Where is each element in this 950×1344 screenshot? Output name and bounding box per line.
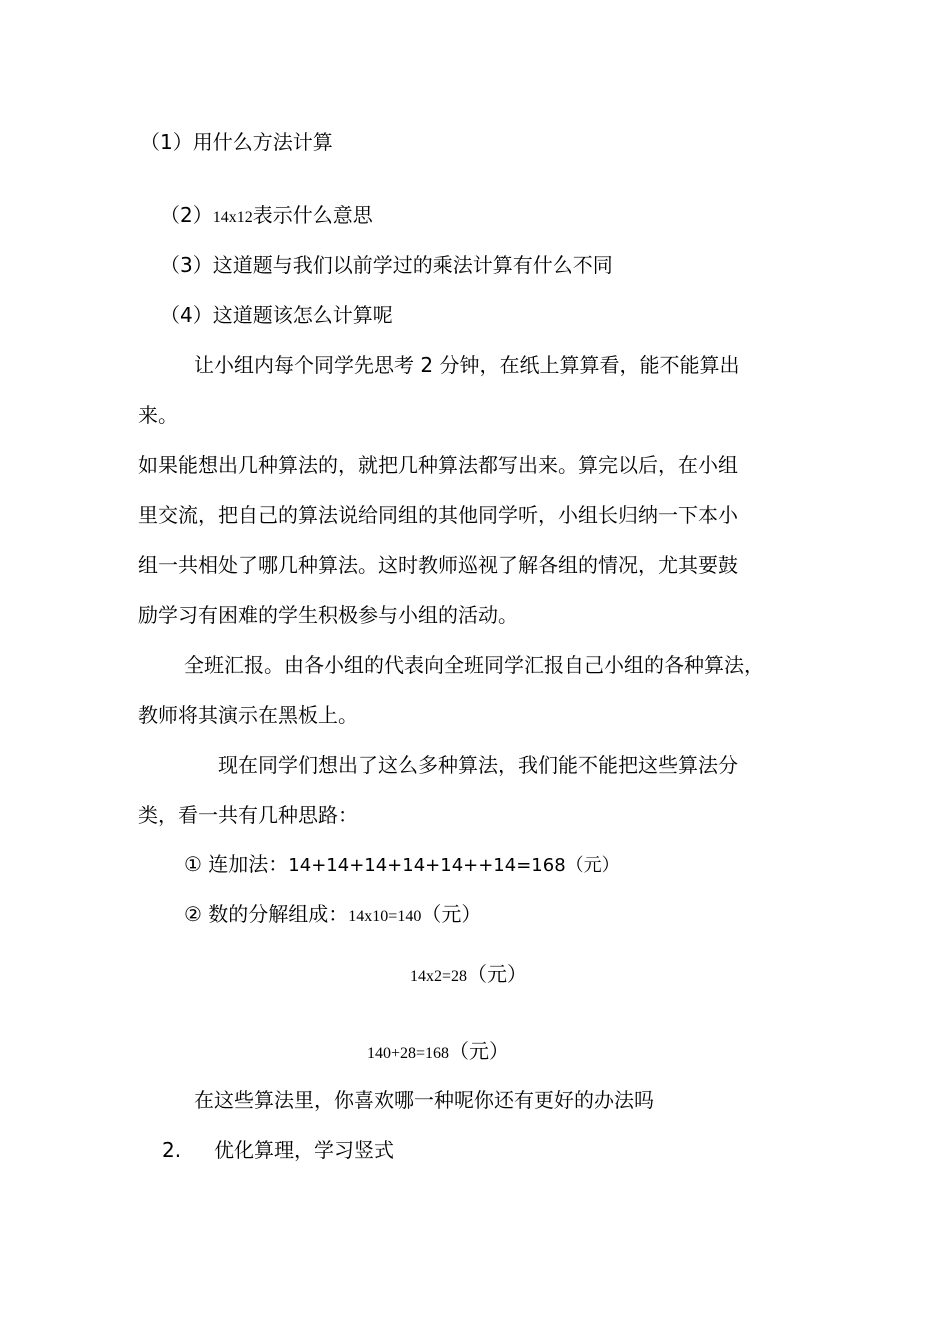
method-2-label: ② 数的分解组成： bbox=[184, 902, 349, 926]
method-2-step-3 bbox=[367, 1037, 509, 1068]
question-2-prefix: （2） bbox=[160, 203, 213, 227]
paragraph-1-line-2-text: 来。 bbox=[138, 403, 178, 427]
paragraph-2-line-2-text: 里交流，把自己的算法说给同组的其他同学听，小组长归纳一下本小 bbox=[138, 503, 738, 527]
paragraph-3-line-2 bbox=[138, 701, 358, 729]
method-2-step-2-unit: （元） bbox=[467, 962, 528, 986]
paragraph-3-line-2-text: 教师将其演示在黑板上。 bbox=[138, 703, 358, 727]
method-2 bbox=[184, 900, 481, 931]
section-2-heading bbox=[162, 1136, 394, 1164]
paragraph-4-line-1-text: 现在同学们想出了这么多种算法，我们能不能把这些算法分 bbox=[218, 753, 738, 777]
paragraph-2-line-1 bbox=[138, 451, 738, 479]
paragraph-1-line-2 bbox=[138, 401, 178, 429]
method-1-expression: 14+14+14+14+14++14=168（元） bbox=[288, 855, 620, 876]
paragraph-5 bbox=[194, 1086, 654, 1114]
method-2-step-2 bbox=[410, 960, 527, 991]
paragraph-2-line-2 bbox=[138, 501, 738, 529]
method-2-unit: （元） bbox=[421, 902, 482, 926]
method-2-step-3-unit: （元） bbox=[449, 1039, 510, 1063]
question-2-expression: 14x12 bbox=[212, 209, 253, 226]
method-2-expression: 14x10=140 bbox=[348, 908, 422, 925]
question-3 bbox=[160, 251, 613, 279]
paragraph-4-line-2 bbox=[138, 801, 358, 829]
question-1 bbox=[140, 128, 333, 156]
section-2-title: 优化算理，学习竖式 bbox=[214, 1138, 394, 1162]
paragraph-2-line-3 bbox=[138, 551, 738, 579]
paragraph-4-line-2-text: 类，看一共有几种思路： bbox=[138, 803, 358, 827]
question-4-text: （4）这道题该怎么计算呢 bbox=[160, 303, 393, 327]
paragraph-3-line-1 bbox=[184, 651, 764, 679]
method-2-step-2-expression: 14x2=28 bbox=[410, 968, 468, 985]
paragraph-1-line-1-text: 让小组内每个同学先思考 2 分钟，在纸上算算看，能不能算出 bbox=[194, 353, 740, 377]
question-3-text: （3）这道题与我们以前学过的乘法计算有什么不同 bbox=[160, 253, 613, 277]
question-2 bbox=[160, 201, 373, 232]
paragraph-1-line-1 bbox=[194, 351, 739, 379]
paragraph-4-line-1 bbox=[218, 751, 738, 779]
question-1-text: （1）用什么方法计算 bbox=[140, 130, 333, 154]
paragraph-2-line-3-text: 组一共相处了哪几种算法。这时教师巡视了解各组的情况，尤其要鼓 bbox=[138, 553, 738, 577]
section-2-number: 2. bbox=[162, 1138, 182, 1162]
method-1 bbox=[184, 850, 620, 880]
paragraph-5-text: 在这些算法里，你喜欢哪一种呢你还有更好的办法吗 bbox=[194, 1088, 654, 1112]
method-2-step-3-expression: 140+28=168 bbox=[367, 1045, 450, 1062]
question-2-text: 表示什么意思 bbox=[252, 203, 373, 227]
method-1-label: ① 连加法： bbox=[184, 852, 289, 876]
paragraph-2-line-4 bbox=[138, 601, 518, 629]
paragraph-3-line-1-text: 全班汇报。由各小组的代表向全班同学汇报自己小组的各种算法， bbox=[184, 653, 764, 677]
paragraph-2-line-1-text: 如果能想出几种算法的，就把几种算法都写出来。算完以后，在小组 bbox=[138, 453, 738, 477]
paragraph-2-line-4-text: 励学习有困难的学生积极参与小组的活动。 bbox=[138, 603, 518, 627]
question-4 bbox=[160, 301, 393, 329]
